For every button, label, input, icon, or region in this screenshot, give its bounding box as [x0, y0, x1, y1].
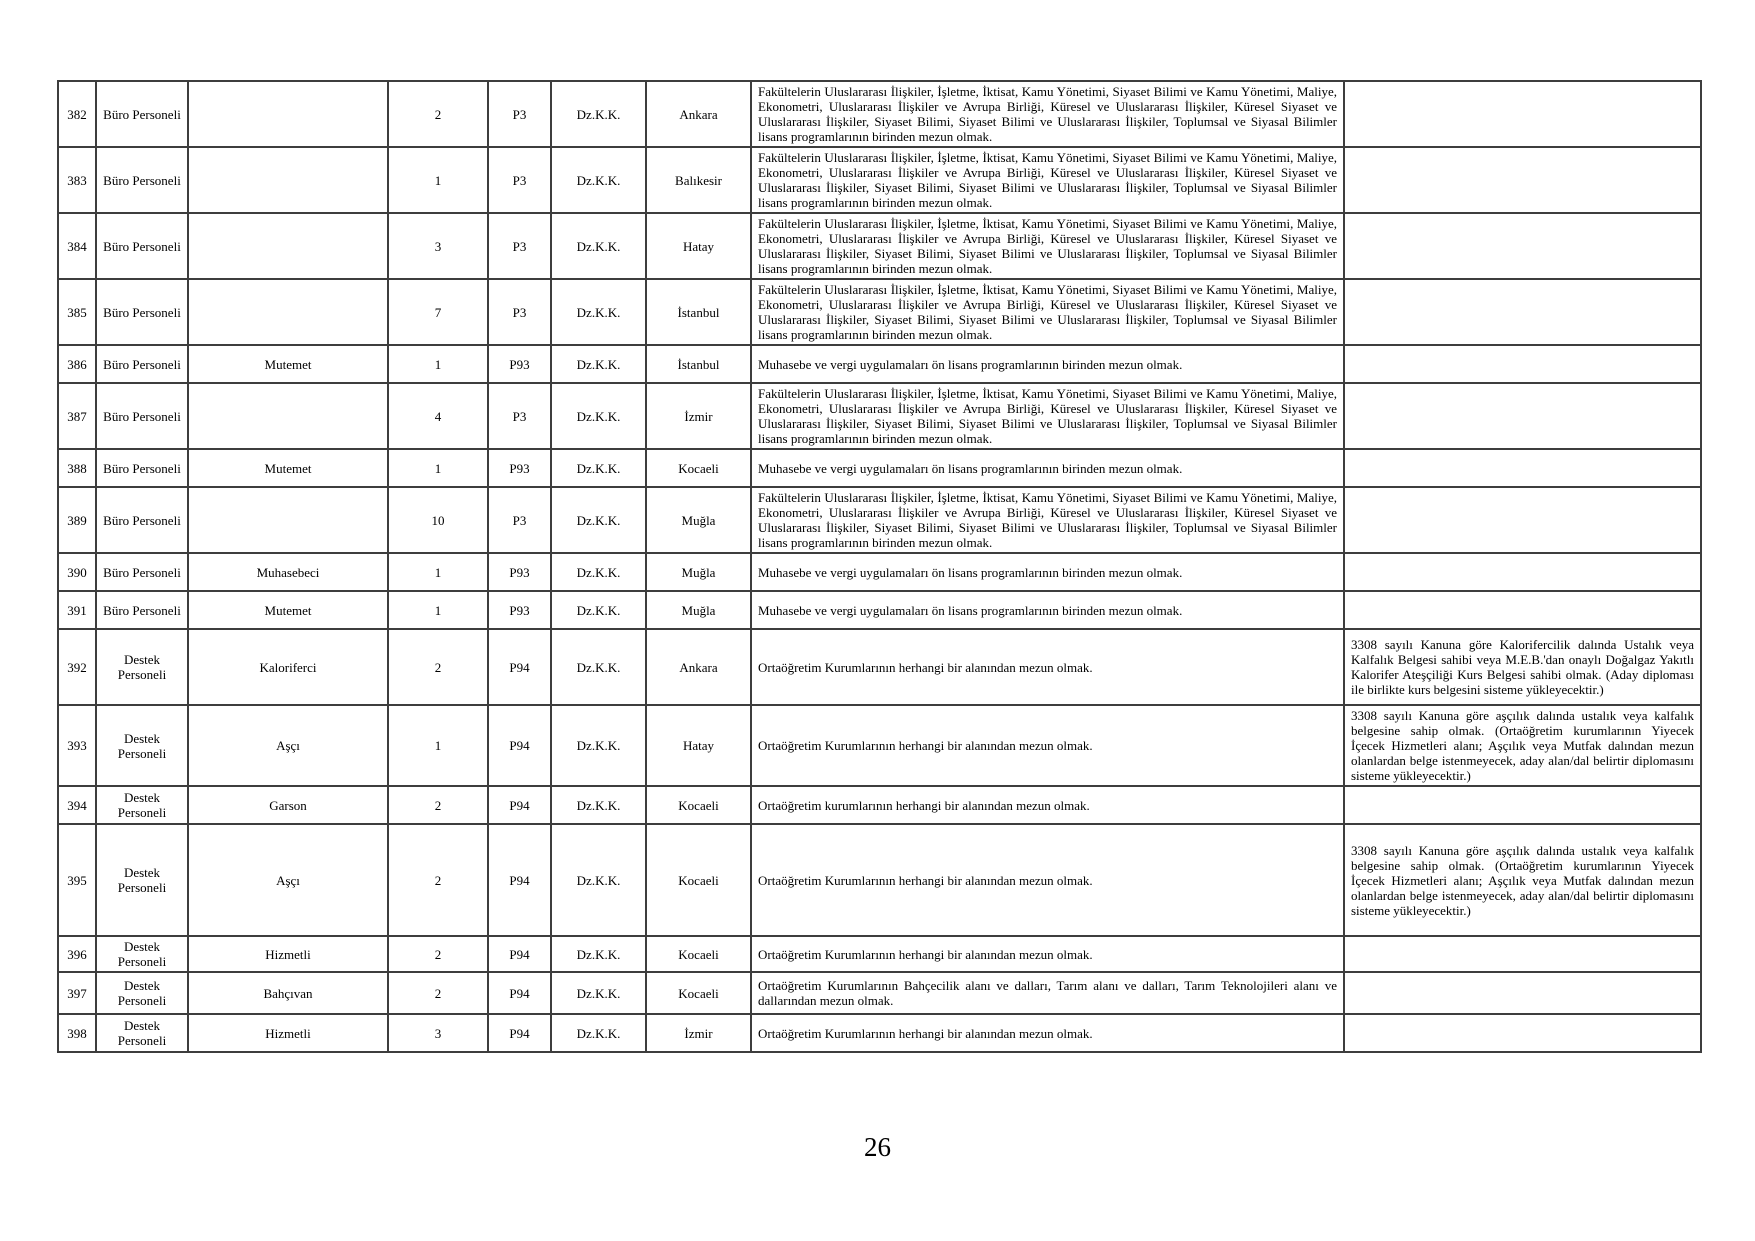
- cell-note: [1344, 786, 1701, 824]
- table-row: [58, 147, 1701, 213]
- cell-note: [1344, 487, 1701, 553]
- cell-subtitle: [188, 213, 388, 279]
- cell-note: [1344, 553, 1701, 591]
- cell-row-number: 385: [58, 279, 96, 345]
- cell-count: 3: [388, 213, 488, 279]
- table-row: [58, 449, 1701, 487]
- cell-subtitle: Muhasebeci: [188, 553, 388, 591]
- cell-count: 10: [388, 487, 488, 553]
- cell-count: 1: [388, 449, 488, 487]
- cell-count: 1: [388, 591, 488, 629]
- table-row: [58, 81, 1701, 147]
- cell-position: Büro Personeli: [96, 383, 188, 449]
- table-row: [58, 705, 1701, 786]
- cell-note: [1344, 591, 1701, 629]
- cell-force: Dz.K.K.: [551, 81, 646, 147]
- cell-count: 2: [388, 786, 488, 824]
- cell-subtitle: Mutemet: [188, 591, 388, 629]
- cell-code: P94: [488, 705, 551, 786]
- cell-code: P94: [488, 972, 551, 1014]
- table-row: [58, 1014, 1701, 1052]
- cell-count: 4: [388, 383, 488, 449]
- table-row: [58, 824, 1701, 936]
- cell-row-number: 386: [58, 345, 96, 383]
- cell-force: Dz.K.K.: [551, 972, 646, 1014]
- cell-count: 2: [388, 824, 488, 936]
- cell-position: Destek Personeli: [96, 705, 188, 786]
- cell-city: Muğla: [646, 591, 751, 629]
- cell-subtitle: Mutemet: [188, 345, 388, 383]
- cell-force: Dz.K.K.: [551, 629, 646, 705]
- cell-force: Dz.K.K.: [551, 1014, 646, 1052]
- cell-position: Destek Personeli: [96, 972, 188, 1014]
- cell-subtitle: Bahçıvan: [188, 972, 388, 1014]
- cell-requirement: Fakültelerin Uluslararası İlişkiler, İşletme, İktisat, Kamu Yönetimi, Siyaset Bilimi ve Kamu Yönetimi, Maliye, Ekonometri, Uluslararası İlişkiler ve Avrupa Birliği, Küresel ve Uluslararası İlişkiler, Küresel Siyaset ve Uluslararası İlişkiler, Siyaset Bilimi, Siyaset Bilimi ve Uluslararası İlişkiler, Toplumsal ve Siyasal Bilimler lisans programlarının birinden mezun olmak.: [751, 213, 1344, 279]
- cell-note: [1344, 936, 1701, 972]
- cell-code: P93: [488, 553, 551, 591]
- cell-note: [1344, 147, 1701, 213]
- cell-count: 2: [388, 629, 488, 705]
- cell-position: Büro Personeli: [96, 487, 188, 553]
- cell-code: P3: [488, 487, 551, 553]
- cell-requirement: Ortaöğretim Kurumlarının herhangi bir alanından mezun olmak.: [751, 629, 1344, 705]
- cell-note: [1344, 345, 1701, 383]
- table-row: [58, 345, 1701, 383]
- cell-city: Ankara: [646, 81, 751, 147]
- cell-note: [1344, 279, 1701, 345]
- cell-force: Dz.K.K.: [551, 449, 646, 487]
- cell-row-number: 382: [58, 81, 96, 147]
- cell-count: 2: [388, 972, 488, 1014]
- cell-requirement: Fakültelerin Uluslararası İlişkiler, İşletme, İktisat, Kamu Yönetimi, Siyaset Bilimi ve Kamu Yönetimi, Maliye, Ekonometri, Uluslararası İlişkiler ve Avrupa Birliği, Küresel ve Uluslararası İlişkiler, Küresel Siyaset ve Uluslararası İlişkiler, Siyaset Bilimi, Siyaset Bilimi ve Uluslararası İlişkiler, Toplumsal ve Siyasal Bilimler lisans programlarının birinden mezun olmak.: [751, 279, 1344, 345]
- cell-position: Büro Personeli: [96, 147, 188, 213]
- cell-code: P93: [488, 591, 551, 629]
- recruitment-table: [57, 80, 1702, 1053]
- cell-row-number: 396: [58, 936, 96, 972]
- cell-subtitle: Hizmetli: [188, 936, 388, 972]
- cell-city: Ankara: [646, 629, 751, 705]
- cell-subtitle: [188, 81, 388, 147]
- cell-position: Büro Personeli: [96, 81, 188, 147]
- cell-code: P94: [488, 629, 551, 705]
- cell-city: İzmir: [646, 1014, 751, 1052]
- cell-city: Balıkesir: [646, 147, 751, 213]
- cell-requirement: Muhasebe ve vergi uygulamaları ön lisans programlarının birinden mezun olmak.: [751, 345, 1344, 383]
- cell-force: Dz.K.K.: [551, 553, 646, 591]
- cell-force: Dz.K.K.: [551, 786, 646, 824]
- table-row: [58, 786, 1701, 824]
- cell-note: 3308 sayılı Kanuna göre Kalorifercilik dalında Ustalık veya Kalfalık Belgesi sahibi veya M.E.B.'dan onaylı Doğalgaz Yakıtlı Kalorifer Ateşçiliği Kurs Belgesi sahibi olmak. (Aday diploması ile birlikte kurs belgesini sisteme yükleyecektir.): [1344, 629, 1701, 705]
- cell-requirement: Fakültelerin Uluslararası İlişkiler, İşletme, İktisat, Kamu Yönetimi, Siyaset Bilimi ve Kamu Yönetimi, Maliye, Ekonometri, Uluslararası İlişkiler ve Avrupa Birliği, Küresel ve Uluslararası İlişkiler, Küresel Siyaset ve Uluslararası İlişkiler, Siyaset Bilimi, Siyaset Bilimi ve Uluslararası İlişkiler, Toplumsal ve Siyasal Bilimler lisans programlarının birinden mezun olmak.: [751, 147, 1344, 213]
- cell-city: Kocaeli: [646, 972, 751, 1014]
- cell-note: [1344, 449, 1701, 487]
- cell-note: [1344, 213, 1701, 279]
- cell-position: Büro Personeli: [96, 449, 188, 487]
- page-number: 26: [864, 1132, 891, 1162]
- cell-note: [1344, 383, 1701, 449]
- cell-code: P94: [488, 1014, 551, 1052]
- cell-note: [1344, 972, 1701, 1014]
- cell-force: Dz.K.K.: [551, 383, 646, 449]
- cell-city: Kocaeli: [646, 786, 751, 824]
- cell-count: 1: [388, 553, 488, 591]
- cell-code: P3: [488, 279, 551, 345]
- cell-subtitle: [188, 147, 388, 213]
- cell-count: 1: [388, 345, 488, 383]
- cell-row-number: 387: [58, 383, 96, 449]
- cell-requirement: Ortaöğretim Kurumlarının herhangi bir alanından mezun olmak.: [751, 936, 1344, 972]
- cell-city: Kocaeli: [646, 936, 751, 972]
- cell-position: Destek Personeli: [96, 786, 188, 824]
- table-row: [58, 972, 1701, 1014]
- cell-requirement: Ortaöğretim Kurumlarının Bahçecilik alanı ve dalları, Tarım alanı ve dalları, Tarım Teknolojileri alanı ve dallarından mezun olmak.: [751, 972, 1344, 1014]
- cell-code: P94: [488, 824, 551, 936]
- cell-city: Hatay: [646, 213, 751, 279]
- cell-code: P93: [488, 449, 551, 487]
- cell-force: Dz.K.K.: [551, 705, 646, 786]
- cell-position: Destek Personeli: [96, 629, 188, 705]
- table-row: [58, 383, 1701, 449]
- cell-force: Dz.K.K.: [551, 824, 646, 936]
- cell-count: 2: [388, 81, 488, 147]
- cell-count: 2: [388, 936, 488, 972]
- cell-city: Muğla: [646, 487, 751, 553]
- cell-row-number: 395: [58, 824, 96, 936]
- cell-row-number: 383: [58, 147, 96, 213]
- cell-note: [1344, 1014, 1701, 1052]
- cell-code: P94: [488, 786, 551, 824]
- cell-code: P3: [488, 213, 551, 279]
- cell-position: Büro Personeli: [96, 553, 188, 591]
- cell-row-number: 391: [58, 591, 96, 629]
- cell-city: Kocaeli: [646, 449, 751, 487]
- cell-row-number: 390: [58, 553, 96, 591]
- cell-city: İstanbul: [646, 279, 751, 345]
- cell-requirement: Muhasebe ve vergi uygulamaları ön lisans programlarının birinden mezun olmak.: [751, 591, 1344, 629]
- table-row: [58, 553, 1701, 591]
- cell-position: Destek Personeli: [96, 936, 188, 972]
- cell-row-number: 388: [58, 449, 96, 487]
- cell-subtitle: [188, 279, 388, 345]
- table-row: [58, 279, 1701, 345]
- cell-subtitle: Hizmetli: [188, 1014, 388, 1052]
- cell-count: 7: [388, 279, 488, 345]
- cell-force: Dz.K.K.: [551, 147, 646, 213]
- cell-requirement: Ortaöğretim Kurumlarının herhangi bir alanından mezun olmak.: [751, 705, 1344, 786]
- cell-row-number: 389: [58, 487, 96, 553]
- table-row: [58, 629, 1701, 705]
- cell-requirement: Muhasebe ve vergi uygulamaları ön lisans programlarının birinden mezun olmak.: [751, 553, 1344, 591]
- cell-code: P3: [488, 147, 551, 213]
- cell-city: Kocaeli: [646, 824, 751, 936]
- cell-code: P93: [488, 345, 551, 383]
- cell-requirement: Fakültelerin Uluslararası İlişkiler, İşletme, İktisat, Kamu Yönetimi, Siyaset Bilimi ve Kamu Yönetimi, Maliye, Ekonometri, Uluslararası İlişkiler ve Avrupa Birliği, Küresel ve Uluslararası İlişkiler, Küresel Siyaset ve Uluslararası İlişkiler, Siyaset Bilimi, Siyaset Bilimi ve Uluslararası İlişkiler, Toplumsal ve Siyasal Bilimler lisans programlarının birinden mezun olmak.: [751, 487, 1344, 553]
- cell-position: Destek Personeli: [96, 1014, 188, 1052]
- table-row: [58, 213, 1701, 279]
- cell-subtitle: [188, 487, 388, 553]
- cell-subtitle: Mutemet: [188, 449, 388, 487]
- cell-position: Büro Personeli: [96, 213, 188, 279]
- cell-requirement: Muhasebe ve vergi uygulamaları ön lisans programlarının birinden mezun olmak.: [751, 449, 1344, 487]
- cell-note: 3308 sayılı Kanuna göre aşçılık dalında ustalık veya kalfalık belgesine sahip olmak. (Ortaöğretim kurumlarının Yiyecek İçecek Hizmetleri alanı; Aşçılık veya Mutfak dalından mezun olanlardan belge istenmeyecek, aday alan/dal belirtir diplomasını sisteme yükleyecektir.): [1344, 705, 1701, 786]
- cell-force: Dz.K.K.: [551, 487, 646, 553]
- cell-subtitle: Aşçı: [188, 824, 388, 936]
- cell-force: Dz.K.K.: [551, 345, 646, 383]
- cell-city: İzmir: [646, 383, 751, 449]
- cell-position: Destek Personeli: [96, 824, 188, 936]
- cell-subtitle: Kaloriferci: [188, 629, 388, 705]
- cell-requirement: Fakültelerin Uluslararası İlişkiler, İşletme, İktisat, Kamu Yönetimi, Siyaset Bilimi ve Kamu Yönetimi, Maliye, Ekonometri, Uluslararası İlişkiler ve Avrupa Birliği, Küresel ve Uluslararası İlişkiler, Küresel Siyaset ve Uluslararası İlişkiler, Siyaset Bilimi, Siyaset Bilimi ve Uluslararası İlişkiler, Toplumsal ve Siyasal Bilimler lisans programlarının birinden mezun olmak.: [751, 383, 1344, 449]
- cell-force: Dz.K.K.: [551, 936, 646, 972]
- cell-count: 1: [388, 147, 488, 213]
- cell-note: [1344, 81, 1701, 147]
- cell-force: Dz.K.K.: [551, 213, 646, 279]
- table-row: [58, 591, 1701, 629]
- cell-code: P94: [488, 936, 551, 972]
- cell-position: Büro Personeli: [96, 279, 188, 345]
- cell-row-number: 393: [58, 705, 96, 786]
- cell-subtitle: Aşçı: [188, 705, 388, 786]
- cell-city: İstanbul: [646, 345, 751, 383]
- cell-city: Hatay: [646, 705, 751, 786]
- cell-row-number: 397: [58, 972, 96, 1014]
- cell-city: Muğla: [646, 553, 751, 591]
- cell-count: 3: [388, 1014, 488, 1052]
- cell-subtitle: Garson: [188, 786, 388, 824]
- cell-position: Büro Personeli: [96, 345, 188, 383]
- cell-row-number: 394: [58, 786, 96, 824]
- cell-code: P3: [488, 383, 551, 449]
- table-row: [58, 487, 1701, 553]
- cell-force: Dz.K.K.: [551, 279, 646, 345]
- cell-row-number: 384: [58, 213, 96, 279]
- cell-row-number: 398: [58, 1014, 96, 1052]
- cell-count: 1: [388, 705, 488, 786]
- cell-subtitle: [188, 383, 388, 449]
- cell-code: P3: [488, 81, 551, 147]
- table-row: [58, 936, 1701, 972]
- cell-note: 3308 sayılı Kanuna göre aşçılık dalında ustalık veya kalfalık belgesine sahip olmak. (Ortaöğretim kurumlarının Yiyecek İçecek Hizmetleri alanı; Aşçılık veya Mutfak dalından mezun olanlardan belge istenmeyecek, aday alan/dal belirtir diplomasını sisteme yükleyecektir.): [1344, 824, 1701, 936]
- cell-row-number: 392: [58, 629, 96, 705]
- cell-requirement: Ortaöğretim kurumlarının herhangi bir alanından mezun olmak.: [751, 786, 1344, 824]
- cell-force: Dz.K.K.: [551, 591, 646, 629]
- cell-requirement: Ortaöğretim Kurumlarının herhangi bir alanından mezun olmak.: [751, 1014, 1344, 1052]
- cell-position: Büro Personeli: [96, 591, 188, 629]
- cell-requirement: Ortaöğretim Kurumlarının herhangi bir alanından mezun olmak.: [751, 824, 1344, 936]
- cell-requirement: Fakültelerin Uluslararası İlişkiler, İşletme, İktisat, Kamu Yönetimi, Siyaset Bilimi ve Kamu Yönetimi, Maliye, Ekonometri, Uluslararası İlişkiler ve Avrupa Birliği, Küresel ve Uluslararası İlişkiler, Küresel Siyaset ve Uluslararası İlişkiler, Siyaset Bilimi, Siyaset Bilimi ve Uluslararası İlişkiler, Toplumsal ve Siyasal Bilimler lisans programlarının birinden mezun olmak.: [751, 81, 1344, 147]
